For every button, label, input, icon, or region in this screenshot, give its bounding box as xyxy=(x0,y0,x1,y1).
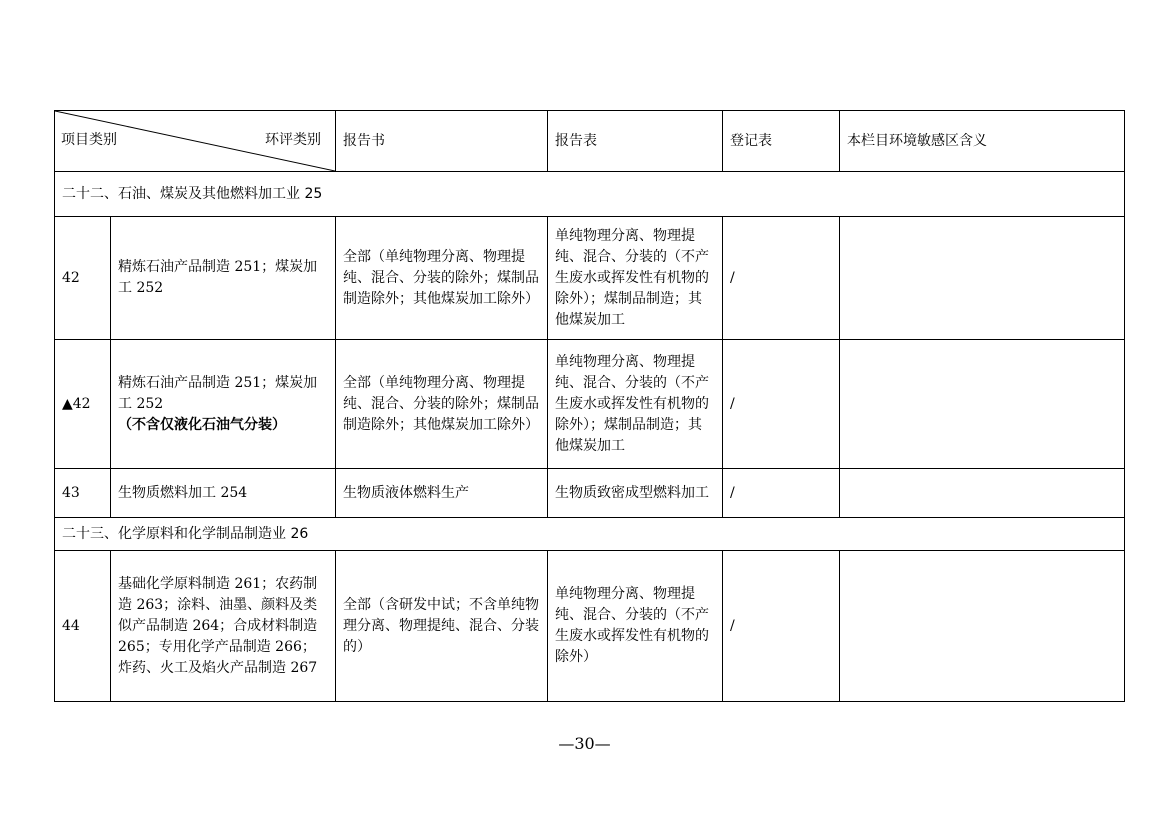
sensitive-area-cell xyxy=(840,340,1125,469)
section-row xyxy=(55,518,1125,551)
registration-cell: / xyxy=(723,217,840,340)
registration-cell: / xyxy=(723,551,840,702)
project-category-label: 项目类别 xyxy=(61,132,117,148)
registration-cell: / xyxy=(723,469,840,518)
table-row xyxy=(55,340,1125,469)
sensitive-area-cell xyxy=(840,551,1125,702)
section-title: 二十二、石油、煤炭及其他燃料加工业 25 xyxy=(55,172,1125,217)
diagonal-header-cell xyxy=(55,111,336,172)
project-category-cell: 精炼石油产品制造 251；煤炭加工 252 xyxy=(111,217,336,340)
report-form-cell: 单纯物理分离、物理提纯、混合、分装的（不产生废水或挥发性有机物的除外）；煤制品制造；其他煤炭加工 xyxy=(548,340,723,469)
page-number: —30— xyxy=(558,734,611,753)
registration-cell: / xyxy=(723,340,840,469)
section-title: 二十三、化学原料和化学制品制造业 26 xyxy=(55,518,1125,551)
report-book-cell: 全部（单纯物理分离、物理提纯、混合、分装的除外；煤制品制造除外；其他煤炭加工除外） xyxy=(336,340,548,469)
header-report-book: 报告书 xyxy=(336,111,548,172)
table-header-row xyxy=(55,111,1125,172)
section-row xyxy=(55,172,1125,217)
report-book-cell: 全部（单纯物理分离、物理提纯、混合、分装的除外；煤制品制造除外；其他煤炭加工除外） xyxy=(336,217,548,340)
eia-category-table xyxy=(54,110,1125,702)
row-number: 42 xyxy=(55,217,111,340)
table-row xyxy=(55,469,1125,518)
header-registration-form: 登记表 xyxy=(723,111,840,172)
project-category-cell xyxy=(111,340,336,469)
eia-category-label: 环评类别 xyxy=(265,132,321,148)
table-row xyxy=(55,551,1125,702)
row-number: 44 xyxy=(55,551,111,702)
sensitive-area-cell xyxy=(840,217,1125,340)
report-form-cell: 单纯物理分离、物理提纯、混合、分装的（不产生废水或挥发性有机物的除外）；煤制品制造；其他煤炭加工 xyxy=(548,217,723,340)
report-book-cell: 全部（含研发中试；不含单纯物理分离、物理提纯、混合、分装的） xyxy=(336,551,548,702)
report-form-cell: 生物质致密成型燃料加工 xyxy=(548,469,723,518)
report-book-cell: 生物质液体燃料生产 xyxy=(336,469,548,518)
row-number: ▲42 xyxy=(55,340,111,469)
row-number: 43 xyxy=(55,469,111,518)
category-text: 精炼石油产品制造 251；煤炭加工 252 xyxy=(118,374,318,412)
sensitive-area-cell xyxy=(840,469,1125,518)
header-report-form: 报告表 xyxy=(548,111,723,172)
project-category-cell: 生物质燃料加工 254 xyxy=(111,469,336,518)
header-sensitive-area: 本栏目环境敏感区含义 xyxy=(840,111,1125,172)
project-category-cell: 基础化学原料制造 261；农药制造 263；涂料、油墨、颜料及类似产品制造 264；合成材料制造 265；专用化学产品制造 266；炸药、火工及焰火产品制造 267 xyxy=(111,551,336,702)
category-note-bold: （不含仅液化石油气分装） xyxy=(118,416,286,433)
report-form-cell: 单纯物理分离、物理提纯、混合、分装的（不产生废水或挥发性有机物的除外） xyxy=(548,551,723,702)
table-row xyxy=(55,217,1125,340)
